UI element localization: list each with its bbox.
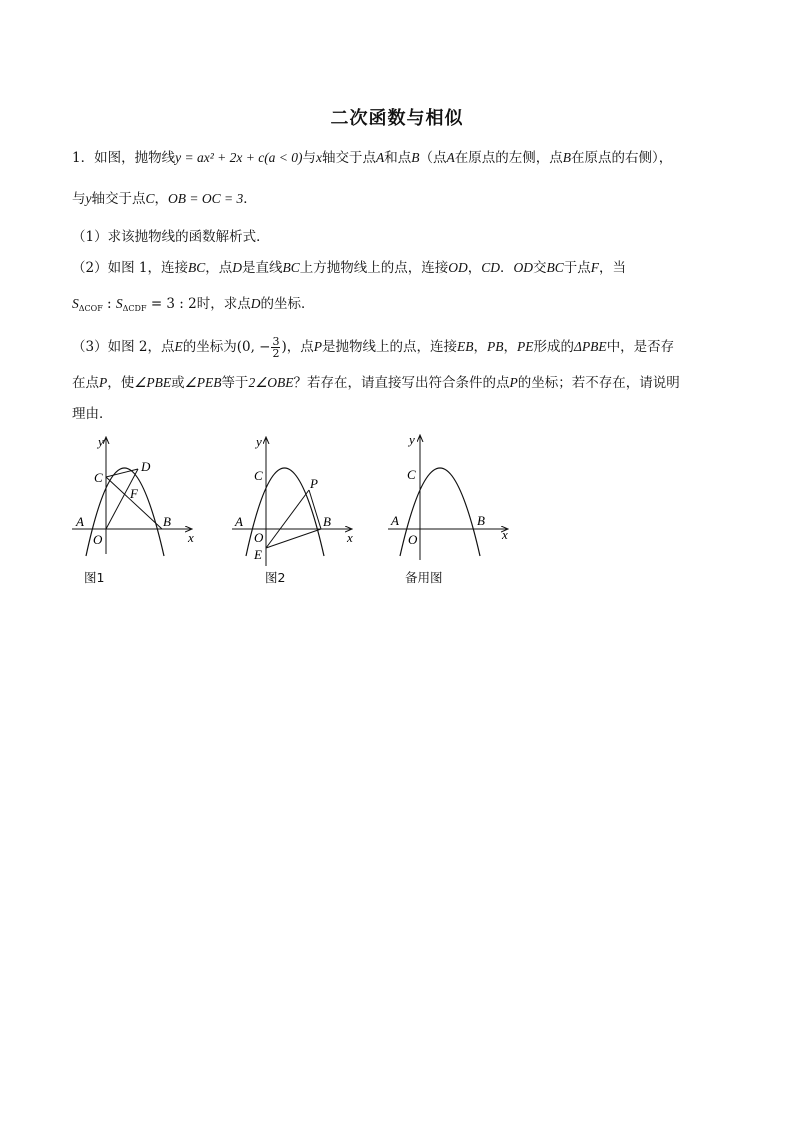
figure-2 xyxy=(228,432,358,562)
part-2-condition xyxy=(72,294,314,319)
text: 与 xyxy=(302,150,317,166)
part-3-line-2 xyxy=(72,373,680,393)
text: 交 xyxy=(533,260,547,276)
text: ， xyxy=(154,191,169,207)
text: 形成的 xyxy=(533,339,575,355)
part-2 xyxy=(72,258,626,278)
var: A xyxy=(376,150,385,165)
var: BC xyxy=(187,260,206,275)
var: PB xyxy=(487,339,504,354)
text: 的坐标． xyxy=(260,296,315,312)
text: ，当 xyxy=(599,260,627,276)
var: ΔPBE xyxy=(574,339,607,354)
label-a: A xyxy=(391,513,399,528)
text: 上方抛物线上的点，连接 xyxy=(299,260,449,276)
var: EB xyxy=(457,339,474,354)
label-y: y xyxy=(98,434,104,449)
text: 1．如图，抛物线 xyxy=(72,150,176,166)
label-c: C xyxy=(254,468,263,483)
label-d: D xyxy=(141,459,151,474)
text: 与 xyxy=(72,191,86,207)
text: 在原点的左侧，点 xyxy=(454,150,563,166)
segment-pe xyxy=(266,490,309,548)
var: OD xyxy=(448,260,468,275)
var: B xyxy=(562,150,572,165)
var: D xyxy=(250,296,261,311)
var: B xyxy=(411,150,420,165)
figure-1-diagram xyxy=(68,432,198,562)
label-c: C xyxy=(407,467,416,482)
text: ？若存在，请直接写出符合条件的点 xyxy=(293,375,510,391)
part-3 xyxy=(72,334,674,360)
text: （点 xyxy=(419,150,447,166)
var: P xyxy=(99,375,108,390)
var: y xyxy=(85,191,92,206)
figure-2-caption: 图2 xyxy=(265,570,286,585)
equation: y = ax² + 2x + c(a < 0) xyxy=(175,150,303,165)
label-b: B xyxy=(477,513,485,528)
var: C xyxy=(145,191,155,206)
text: ，使 xyxy=(107,375,135,391)
text: 于点 xyxy=(563,260,591,276)
var: P xyxy=(509,375,518,390)
var: A xyxy=(446,150,455,165)
text: 是直线 xyxy=(242,260,283,276)
label-f: F xyxy=(130,486,138,501)
text: ． xyxy=(243,191,257,207)
text: ， xyxy=(503,339,518,355)
text: ，点 xyxy=(205,260,233,276)
label-o: O xyxy=(408,532,418,547)
segment-bc xyxy=(106,477,162,529)
var: ∠PEB xyxy=(184,375,222,390)
text: 或 xyxy=(171,375,185,391)
var: PE xyxy=(517,339,534,354)
text: 和点 xyxy=(384,150,412,166)
var: BC xyxy=(546,260,564,275)
label-o: O xyxy=(254,530,264,545)
text: = 3 : 2 xyxy=(146,296,197,312)
var: CD xyxy=(481,260,501,275)
text: ， xyxy=(467,260,482,276)
text: ， xyxy=(473,339,488,355)
page-title: 二次函数与相似 xyxy=(330,108,464,129)
var: S xyxy=(115,296,123,311)
var: 2∠OBE xyxy=(248,375,294,390)
problem-line-2 xyxy=(72,189,257,209)
text: ，点 xyxy=(286,339,314,355)
numerator: 3 xyxy=(272,335,280,348)
label-y: y xyxy=(409,432,415,447)
text: ． xyxy=(500,260,514,276)
figure-3 xyxy=(384,432,514,562)
figure-1 xyxy=(68,432,198,562)
label-c: C xyxy=(94,470,103,485)
label-x: x xyxy=(502,527,508,542)
label-a: A xyxy=(235,514,243,529)
label-e: E xyxy=(254,547,262,562)
part-1: （1）求该抛物线的函数解析式． xyxy=(72,229,270,245)
var: OD xyxy=(513,260,534,275)
text: （3）如图 2，点 xyxy=(72,339,175,355)
text: 轴交于点 xyxy=(322,150,377,166)
problem-line-1 xyxy=(72,148,672,168)
var: BC xyxy=(282,260,300,275)
var: ∠PBE xyxy=(134,375,172,390)
var: P xyxy=(313,339,323,354)
label-a: A xyxy=(76,514,84,529)
label-o: O xyxy=(93,532,103,547)
part-3-line-3: 理由． xyxy=(72,406,113,422)
var: F xyxy=(590,260,600,275)
figure-1-caption: 图1 xyxy=(84,570,105,585)
text: 轴交于点 xyxy=(91,191,146,207)
segment-eb xyxy=(266,529,321,548)
var: S xyxy=(72,296,79,311)
text: 中，是否存 xyxy=(606,339,675,355)
fraction xyxy=(271,336,280,359)
var: D xyxy=(232,260,242,275)
var: x xyxy=(316,150,323,165)
label-y: y xyxy=(256,434,262,449)
figure-3-diagram xyxy=(384,432,514,562)
label-x: x xyxy=(188,530,194,545)
subscript: ΔCDF xyxy=(122,304,147,313)
label-p: P xyxy=(310,476,318,491)
text: ) xyxy=(281,339,287,355)
label-x: x xyxy=(347,530,353,545)
text: （2）如图 1，连接 xyxy=(72,260,188,276)
equation: OB = OC = 3 xyxy=(168,191,244,206)
text: 等于 xyxy=(221,375,249,391)
text: (0, − xyxy=(236,339,271,355)
text: 在原点的右侧）， xyxy=(571,150,673,166)
figure-3-caption: 备用图 xyxy=(405,570,443,585)
text: 的坐标为 xyxy=(182,339,237,355)
text: 时，求点 xyxy=(196,296,251,312)
label-b: B xyxy=(323,514,331,529)
subscript: ΔCOF xyxy=(78,304,103,313)
text: 的坐标；若不存在，请说明 xyxy=(517,375,680,391)
var: E xyxy=(174,339,183,354)
text: 在点 xyxy=(72,375,99,391)
text: : xyxy=(102,296,116,312)
figure-2-diagram xyxy=(228,432,358,562)
segment-pb xyxy=(309,490,321,529)
denominator: 2 xyxy=(272,347,280,360)
text: 是抛物线上的点，连接 xyxy=(322,339,458,355)
label-b: B xyxy=(163,514,171,529)
